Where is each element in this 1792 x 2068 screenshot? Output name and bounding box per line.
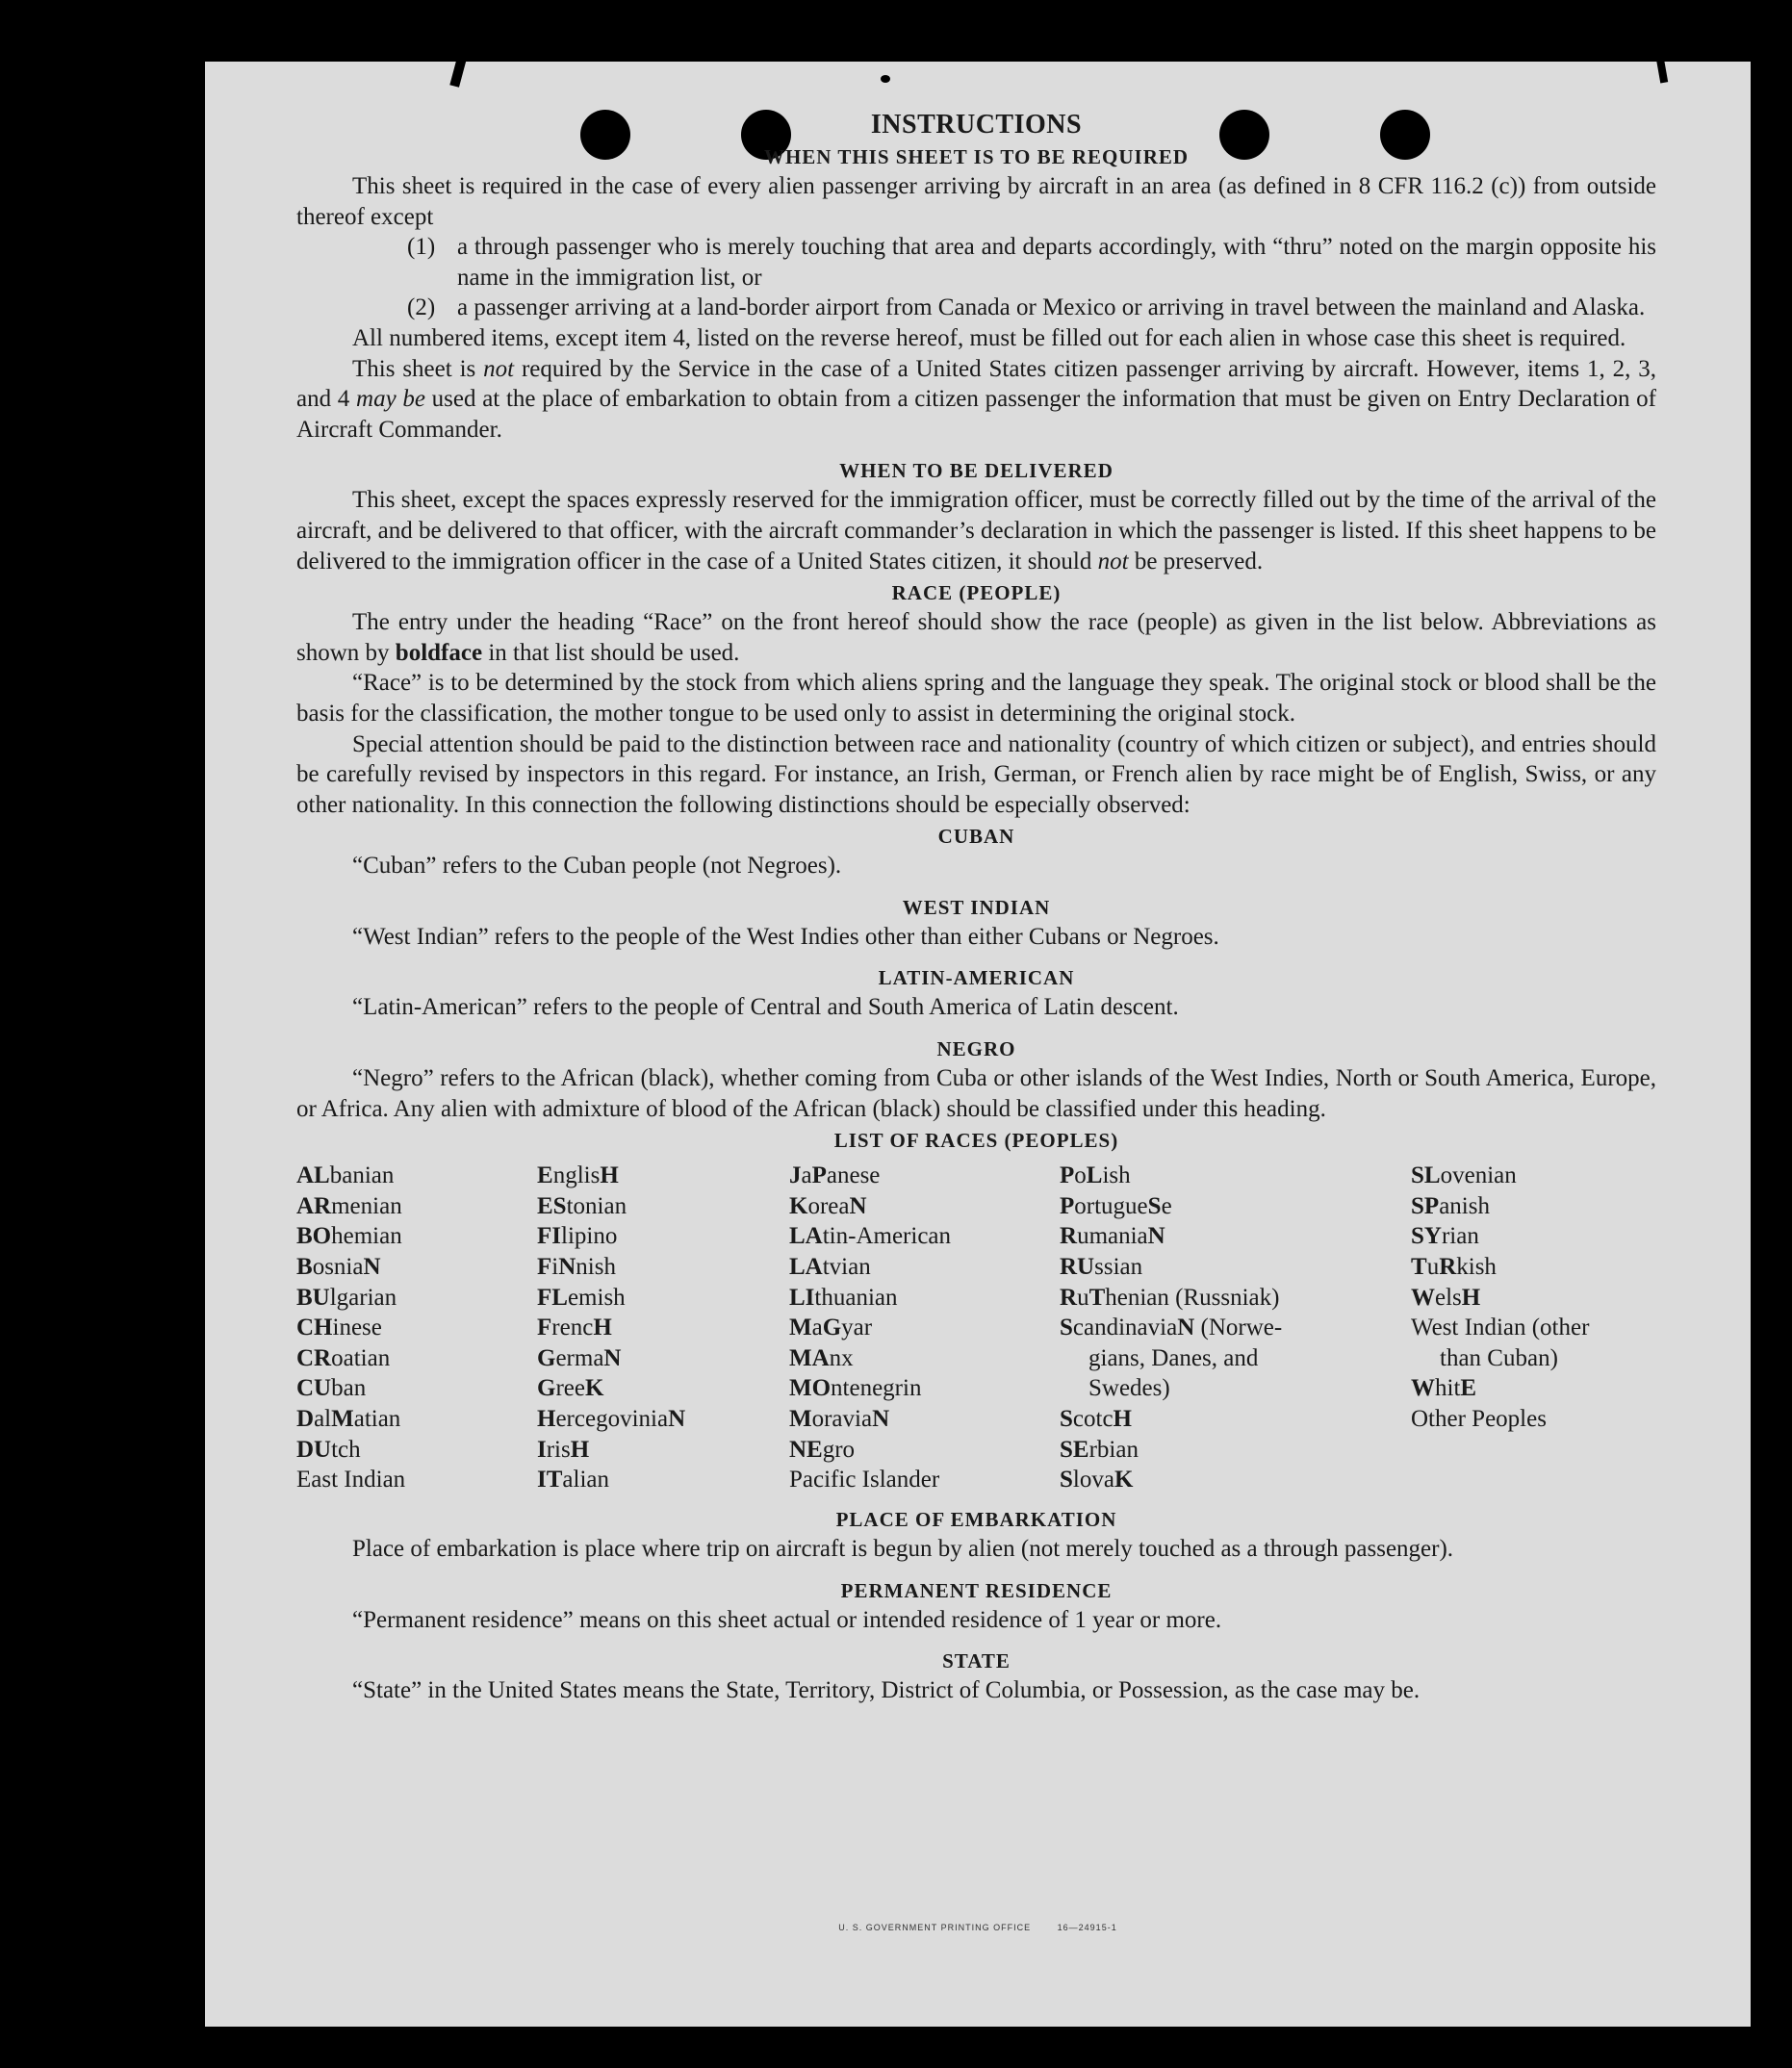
race-entry: FLemish — [537, 1284, 626, 1311]
race-entry: HercegoviniaN — [537, 1406, 686, 1432]
race-entry: IrisH — [537, 1436, 590, 1463]
race-entry: ARmenian — [296, 1192, 402, 1219]
paragraph: The entry under the heading “Race” on the front hereof should show the race (people) as given in the list below. Abbreviations as shown by boldface in that list should be used. — [296, 609, 1656, 666]
printer-name: U. S. GOVERNMENT PRINTING OFFICE — [838, 1923, 1032, 1932]
instruction-sheet — [205, 62, 1751, 2027]
race-column — [296, 1161, 405, 1495]
item-text: a passenger arriving at a land-border airport from Canada or Mexico or arriving in travel between the mainland and Alaska. — [457, 294, 1646, 321]
race-entry: SPanish — [1411, 1192, 1490, 1219]
race-entry: ITalian — [537, 1467, 609, 1494]
race-entry: FrencH — [537, 1315, 612, 1341]
race-entry: LAtvian — [789, 1254, 871, 1281]
section-heading: RACE (PEOPLE) — [891, 581, 1062, 605]
race-entry: ALbanian — [296, 1162, 395, 1189]
paragraph: “West Indian” refers to the people of the West Indies other than either Cubans or Negroes. — [352, 923, 1219, 950]
paragraph: “Permanent residence” means on this sheet actual or intended residence of 1 year or more. — [352, 1606, 1222, 1633]
race-entry: SErbian — [1060, 1436, 1139, 1463]
race-entry: WelsH — [1411, 1284, 1481, 1311]
race-entry: MaGyar — [789, 1315, 873, 1341]
race-entry: FIlipino — [537, 1223, 618, 1250]
race-entry: PoLish — [1060, 1162, 1131, 1189]
race-entry: EnglisH — [537, 1162, 619, 1189]
race-entry: JaPanese — [789, 1162, 881, 1189]
form-code: 16—24915-1 — [1057, 1923, 1117, 1932]
race-entry: gians, Danes, and — [1088, 1344, 1259, 1371]
item-number: (1) — [407, 234, 436, 261]
race-entry: MoraviaN — [789, 1406, 890, 1432]
race-entry: CRoatian — [296, 1344, 391, 1371]
race-column — [1060, 1161, 1282, 1495]
section-heading: WHEN TO BE DELIVERED — [839, 459, 1114, 483]
list-item — [296, 232, 1656, 293]
race-entry: MAnx — [789, 1344, 854, 1371]
race-entry: ScotcH — [1060, 1406, 1132, 1432]
section-heading: CUBAN — [937, 825, 1015, 849]
race-entry: EStonian — [537, 1192, 627, 1219]
race-entry: BOhemian — [296, 1223, 402, 1250]
paragraph: This sheet, except the spaces expressly reserved for the immigration officer, must be correctly filled out by the time of the arrival of the aircraft, and be delivered to that officer, with the aircraft commander’s declaration in which the passenger is listed. If this sheet happens to be delivered to the immigration officer in the case of a United States citizen, it should not be preserved. — [296, 487, 1656, 574]
section-heading: PERMANENT RESIDENCE — [840, 1578, 1113, 1602]
printer-imprint — [205, 1923, 1751, 1932]
section-heading: LIST OF RACES (PEOPLES) — [833, 1129, 1119, 1153]
paragraph: This sheet is not required by the Service in the case of a United States citizen passenger arriving by aircraft. However, items 1, 2, 3, and 4 may be used at the place of embarkation to obtain from a citizen passenger the information that must be given on Entry Declaration of Aircraft Commander. — [296, 355, 1656, 443]
race-entry: West Indian (other — [1411, 1315, 1590, 1341]
race-column — [1411, 1161, 1589, 1434]
paragraph: “Cuban” refers to the Cuban people (not Negroes). — [352, 853, 842, 880]
race-entry: ScandinaviaN (Norwe- — [1060, 1315, 1283, 1341]
race-entry: NEgro — [789, 1436, 856, 1463]
race-entry: TuRkish — [1411, 1254, 1497, 1281]
race-entry: GermaN — [537, 1344, 622, 1371]
section-heading: WEST INDIAN — [902, 895, 1051, 919]
race-entry: than Cuban) — [1440, 1344, 1558, 1371]
paragraph: All numbered items, except item 4, listed on the reverse hereof, must be filled out for each alien in whose case this sheet is required. — [352, 324, 1626, 351]
race-entry: East Indian — [296, 1467, 406, 1494]
tear-mark — [1656, 58, 1668, 84]
tear-mark — [449, 57, 466, 88]
race-entry: WhitE — [1411, 1375, 1477, 1402]
list-item — [296, 293, 1656, 323]
race-entry: KoreaN — [789, 1192, 867, 1219]
section-heading: NEGRO — [936, 1037, 1016, 1061]
paragraph: Special attention should be paid to the distinction between race and nationality (country of which citizen or subject), and entries should be carefully revised by inspectors in this regard. For instance, an Irish, German, or French alien by race might be of English, Swiss, or any other nationality. In this connection the following distinctions should be especially observed: — [296, 730, 1656, 818]
paragraph: Place of embarkation is place where trip on aircraft is begun by alien (not merely touched as a through passenger). — [352, 1536, 1454, 1563]
race-entry: RUssian — [1060, 1254, 1143, 1281]
race-entry: DalMatian — [296, 1406, 401, 1432]
race-entry: LIthuanian — [789, 1284, 898, 1311]
race-entry: BUlgarian — [296, 1284, 397, 1311]
race-column — [789, 1161, 951, 1495]
race-entry: RumaniaN — [1060, 1223, 1165, 1250]
item-text: a through passenger who is merely touching that area and departs accordingly, with “thru” noted on the margin opposite his name in the immigration list, or — [457, 234, 1656, 291]
paragraph: This sheet is required in the case of every alien passenger arriving by aircraft in an area (as defined in 8 CFR 116.2 (c)) from outside thereof except — [296, 173, 1656, 230]
race-entry: FiNnish — [537, 1254, 616, 1281]
paragraph: “Race” is to be determined by the stock from which aliens spring and the language they speak. The original stock or blood shall be the basis for the classification, the mother tongue to be used only to assist in determining the original stock. — [296, 670, 1656, 727]
race-entry: SYrian — [1411, 1223, 1479, 1250]
section-heading: PLACE OF EMBARKATION — [835, 1508, 1117, 1532]
race-entry: CHinese — [296, 1315, 382, 1341]
race-entry: MOntenegrin — [789, 1375, 922, 1402]
paragraph: “Negro” refers to the African (black), whether coming from Cuba or other islands of the West Indies, North or South America, Europe, or Africa. Any alien with admixture of blood of the African (black) should be classified under this heading. — [296, 1065, 1656, 1122]
race-entry: Other Peoples — [1411, 1406, 1547, 1432]
tear-mark — [881, 75, 890, 83]
paragraph: “Latin-American” refers to the people of Central and South America of Latin descent. — [352, 994, 1179, 1021]
race-entry: LAtin-American — [789, 1223, 952, 1250]
race-entry: BosniaN — [296, 1254, 381, 1281]
race-entry: Swedes) — [1088, 1375, 1170, 1402]
race-entry: CUban — [296, 1375, 367, 1402]
section-heading: LATIN-AMERICAN — [878, 966, 1075, 990]
race-list — [296, 1161, 1656, 1494]
race-entry: Pacific Islander — [789, 1467, 940, 1494]
race-entry: SLovenian — [1411, 1162, 1517, 1189]
race-entry: GreeK — [537, 1375, 604, 1402]
section-heading: STATE — [942, 1649, 1011, 1673]
paragraph: “State” in the United States means the State, Territory, District of Columbia, or Possession, as the case may be. — [352, 1677, 1421, 1704]
race-column — [537, 1161, 685, 1495]
race-entry: PortugueSe — [1060, 1192, 1172, 1219]
section-heading: WHEN THIS SHEET IS TO BE REQUIRED — [763, 145, 1190, 168]
instructions-text — [296, 110, 1656, 1706]
item-number: (2) — [407, 294, 436, 321]
race-entry: SlovaK — [1060, 1467, 1134, 1494]
race-entry: RuThenian (Russniak) — [1060, 1284, 1280, 1311]
page-title: INSTRUCTIONS — [870, 110, 1083, 140]
race-entry: DUtch — [296, 1436, 361, 1463]
